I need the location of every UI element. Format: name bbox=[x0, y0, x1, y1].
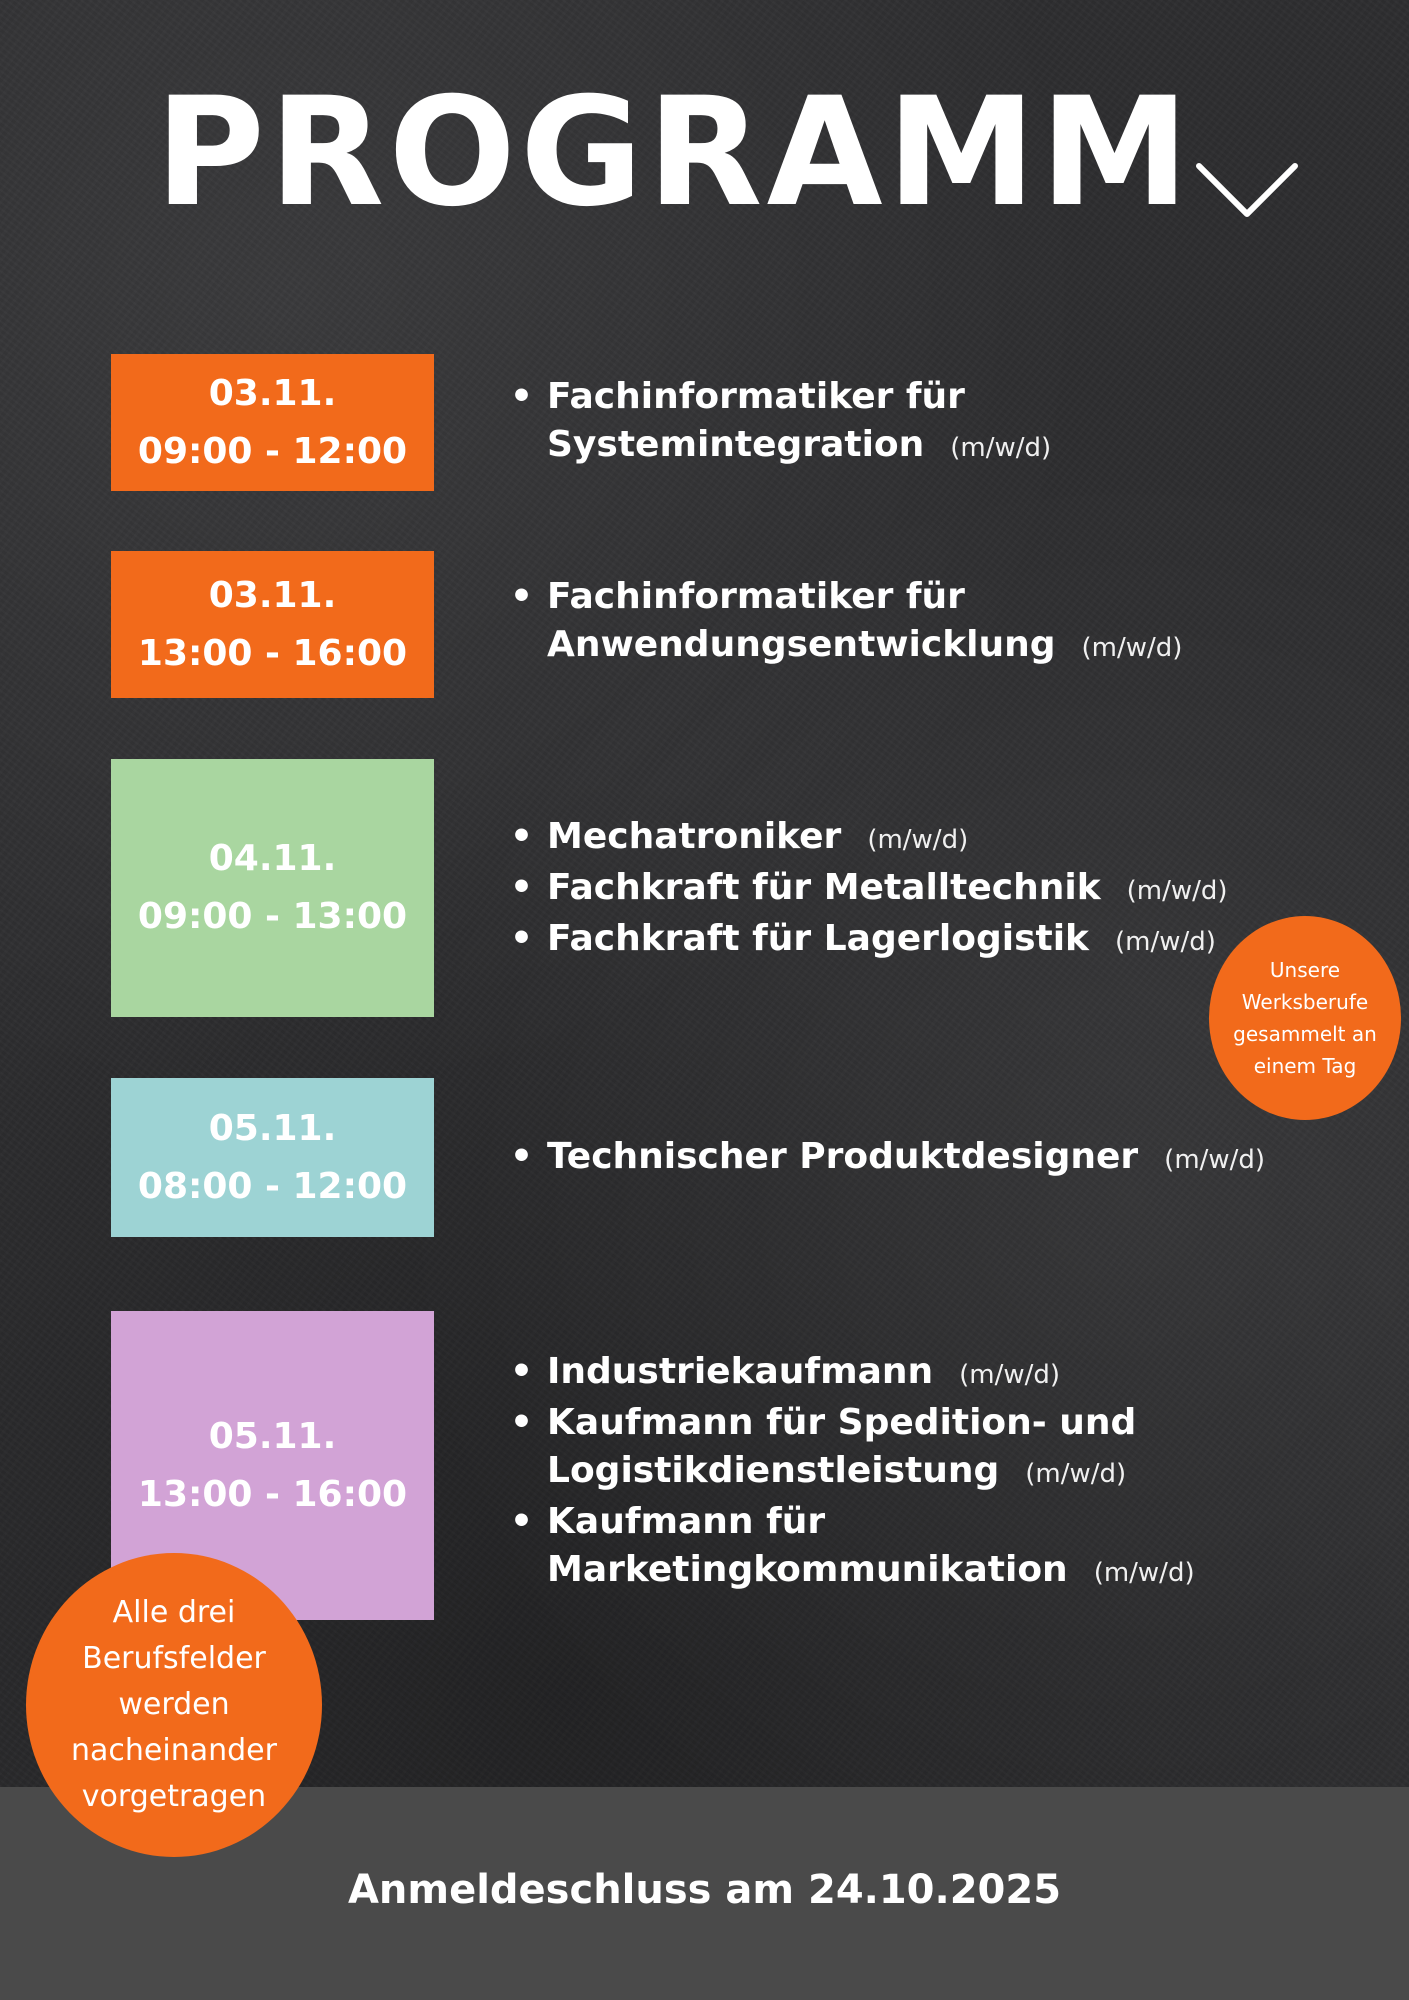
list-item: • Kaufmann für Spedition- und Logistikdienstleistung (m/w/d) bbox=[510, 1402, 1137, 1491]
slot-date: 03.11. bbox=[208, 574, 337, 616]
list-item: • Industriekaufmann (m/w/d) bbox=[510, 1351, 1061, 1392]
slot-profession-list bbox=[510, 573, 1182, 672]
list-item: • Fachinformatiker für Anwendungsentwicklung (m/w/d) bbox=[510, 576, 1183, 665]
registration-deadline: Anmeldeschluss am 24.10.2025 bbox=[347, 1867, 1062, 1913]
schedule-slot-date-box bbox=[111, 1078, 434, 1237]
gender-suffix: (m/w/d) bbox=[867, 825, 969, 855]
slot-time: 13:00 - 16:00 bbox=[137, 1473, 408, 1515]
chevron-down-icon bbox=[1195, 160, 1299, 220]
gender-suffix: (m/w/d) bbox=[1081, 633, 1183, 663]
slot-time: 08:00 - 12:00 bbox=[137, 1165, 408, 1207]
slot-date: 05.11. bbox=[208, 1415, 337, 1457]
slot-profession-list bbox=[510, 373, 1051, 472]
list-item: • Fachkraft für Lagerlogistik (m/w/d) bbox=[510, 918, 1216, 959]
list-item: • Fachinformatiker für Systemintegration (m/w/d) bbox=[510, 376, 1052, 465]
slot-time: 09:00 - 12:00 bbox=[137, 430, 408, 472]
slot-profession-list bbox=[510, 813, 1228, 966]
gender-suffix: (m/w/d) bbox=[1025, 1459, 1127, 1489]
gender-suffix: (m/w/d) bbox=[1093, 1558, 1195, 1588]
slot-time: 09:00 - 13:00 bbox=[137, 896, 408, 937]
slot-date: 04.11. bbox=[208, 838, 337, 879]
schedule-slot-date-box bbox=[111, 551, 434, 698]
gender-suffix: (m/w/d) bbox=[1115, 927, 1216, 957]
gender-suffix: (m/w/d) bbox=[950, 433, 1052, 463]
slot-time: 13:00 - 16:00 bbox=[137, 632, 408, 674]
list-item: • Fachkraft für Metalltechnik (m/w/d) bbox=[510, 867, 1228, 908]
slot-date: 05.11. bbox=[208, 1107, 337, 1149]
list-item: • Mechatroniker (m/w/d) bbox=[510, 816, 969, 857]
schedule-slot-date-box bbox=[111, 354, 434, 491]
page-title: PROGRAMM bbox=[155, 66, 1194, 240]
gender-suffix: (m/w/d) bbox=[959, 1360, 1061, 1390]
werksberufe-badge: Unsere Werksberufe gesammelt an einem Tag bbox=[1209, 916, 1401, 1120]
gender-suffix: (m/w/d) bbox=[1126, 876, 1228, 906]
slot-profession-list bbox=[510, 1133, 1265, 1184]
berufsfelder-badge: Alle drei Berufsfelder werden nacheinander vorgetragen bbox=[26, 1553, 322, 1857]
slot-profession-list bbox=[510, 1348, 1195, 1597]
list-item: • Kaufmann für Marketingkommunikation (m/w/d) bbox=[510, 1501, 1195, 1590]
schedule-slot-date-box bbox=[111, 759, 434, 1017]
gender-suffix: (m/w/d) bbox=[1164, 1145, 1266, 1175]
list-item: • Technischer Produktdesigner (m/w/d) bbox=[510, 1136, 1266, 1177]
slot-date: 03.11. bbox=[208, 372, 337, 414]
